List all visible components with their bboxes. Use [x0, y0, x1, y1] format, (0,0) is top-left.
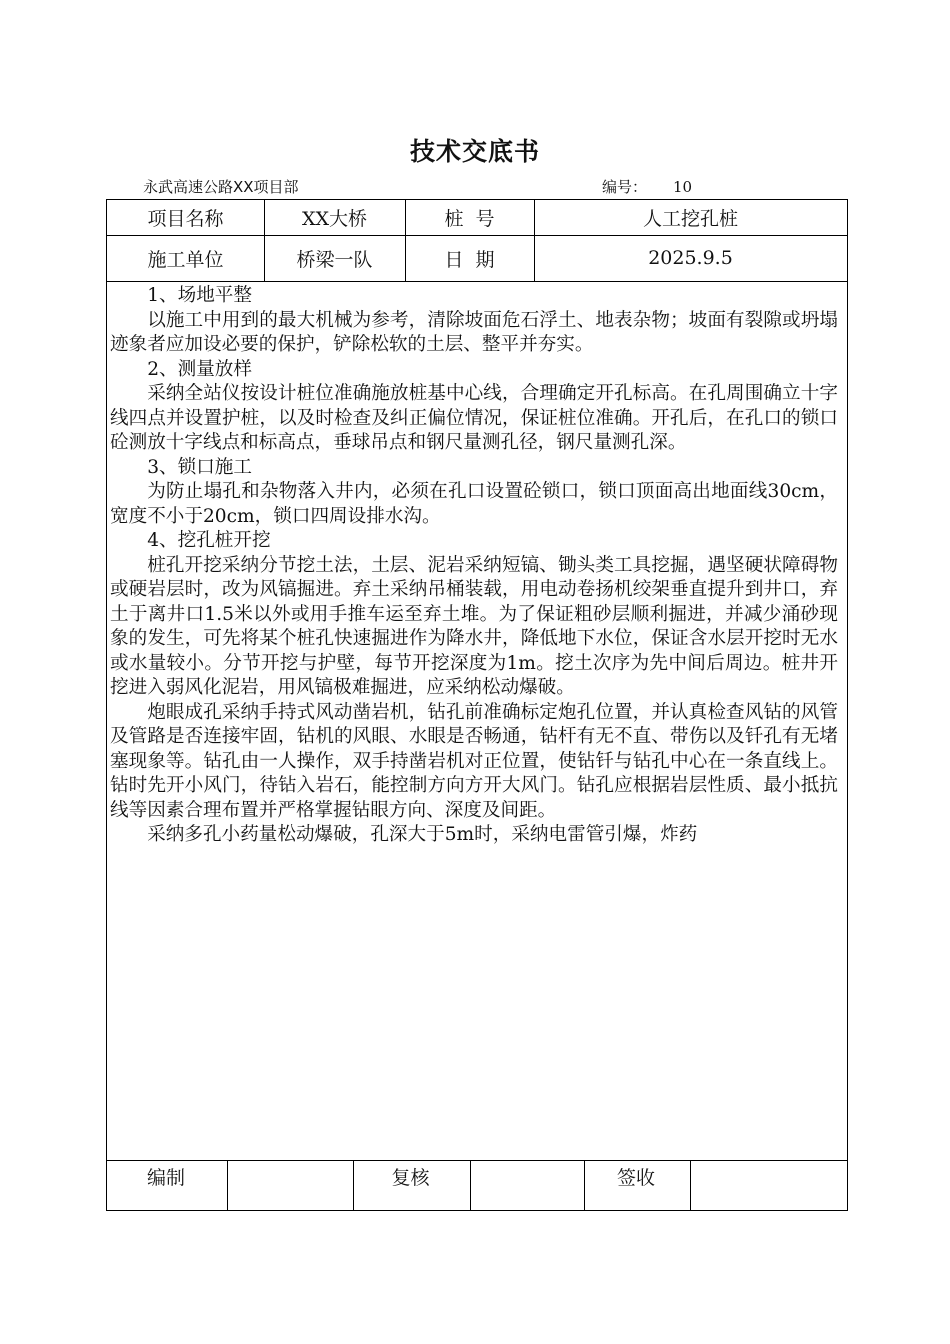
row-divider [107, 281, 847, 282]
paragraph: 炮眼成孔采纳手持式风动凿岩机，钻孔前准确标定炮孔位置，并认真检查风钻的风管及管路是否连接牢固，钻机的风眼、水眼是否畅通，钻杆有无不直、带伤以及钎孔有无堵塞现象等。钻孔由一人操作，双手持凿岩机对正位置，使钻钎与钻孔中心在一条直线上。钻时先开小风门，待钻入岩石，能控制方向方开大风门。钻孔应根据岩层性质、最小抵抗线等因素合理布置并严格掌握钻眼方向、深度及间距。 [110, 701, 838, 821]
pile-number-value: 人工挖孔桩 [642, 208, 738, 230]
paragraph: 采纳多孔小药量松动爆破，孔深大于5m时，采纳电雷管引爆，炸药 [147, 824, 698, 845]
col-divider [470, 1160, 471, 1210]
section-heading: 2、测量放样 [147, 358, 252, 380]
paragraph: 为防止塌孔和杂物落入井内，必须在孔口设置砼锁口，锁口顶面高出地面线30cm，宽度不小于20cm，锁口四周设排水沟。 [110, 481, 838, 527]
date-label: 日 期 [444, 248, 495, 271]
code-value: 10 [673, 178, 693, 196]
receiver-label: 签收 [616, 1167, 655, 1189]
col-divider [227, 1160, 228, 1210]
document-title: 技术交底书 [409, 137, 540, 166]
construction-unit-label: 施工单位 [147, 248, 224, 271]
compiler-label: 编制 [146, 1167, 185, 1189]
document-code [602, 176, 692, 197]
paragraph: 桩孔开挖采纳分节挖土法，土层、泥岩采纳短镐、锄头类工具挖掘，遇坚硬状障碍物或硬岩层时，改为风镐掘进。弃土采纳吊桶装载，用电动卷扬机绞架垂直提升到井口，弃土于离井口1.5米以外或用手推车运至弃土堆。为了保证粗砂层顺利掘进，并减少涌砂现象的发生，可先将某个桩孔快速掘进作为降水井，降低地下水位，保证含水层开挖时无水或水量较小。分节开挖与护壁，每节开挖深度为1m。挖土次序为先中间后周边。桩井开挖进入弱风化泥岩，用风镐极难掘进，应采纳松动爆破。 [110, 554, 838, 698]
paragraph: 采纳全站仪按设计桩位准确施放桩基中心线，合理确定开孔标高。在孔周围确立十字线四点并设置护桩，以及时检查及纠正偏位情况，保证桩位准确。开孔后，在孔口的锁口砼测放十字线点和标高点，垂球吊点和钢尺量测孔径，钢尺量测孔深。 [110, 383, 838, 453]
disclosure-content [110, 284, 838, 848]
construction-unit-value: 桥梁一队 [296, 248, 373, 271]
project-department: 永武高速公路XX项目部 [143, 178, 299, 196]
paragraph: 以施工中用到的最大机械为参考，清除坡面危石浮土、地表杂物；坡面有裂隙或坍塌迹象者应加设必要的保护，铲除松软的土层、整平并夯实。 [110, 309, 838, 355]
section-heading: 3、锁口施工 [147, 456, 252, 478]
date-value: 2025.9.5 [648, 247, 733, 269]
col-divider [690, 1160, 691, 1210]
pile-number-label: 桩 号 [444, 208, 495, 230]
code-label: 编号： [602, 178, 648, 196]
project-name-label: 项目名称 [147, 208, 224, 230]
section-heading: 4、挖孔桩开挖 [147, 530, 271, 551]
reviewer-label: 复核 [391, 1167, 430, 1189]
project-name-value: XX大桥 [301, 208, 368, 230]
section-heading: 1、场地平整 [147, 285, 252, 306]
